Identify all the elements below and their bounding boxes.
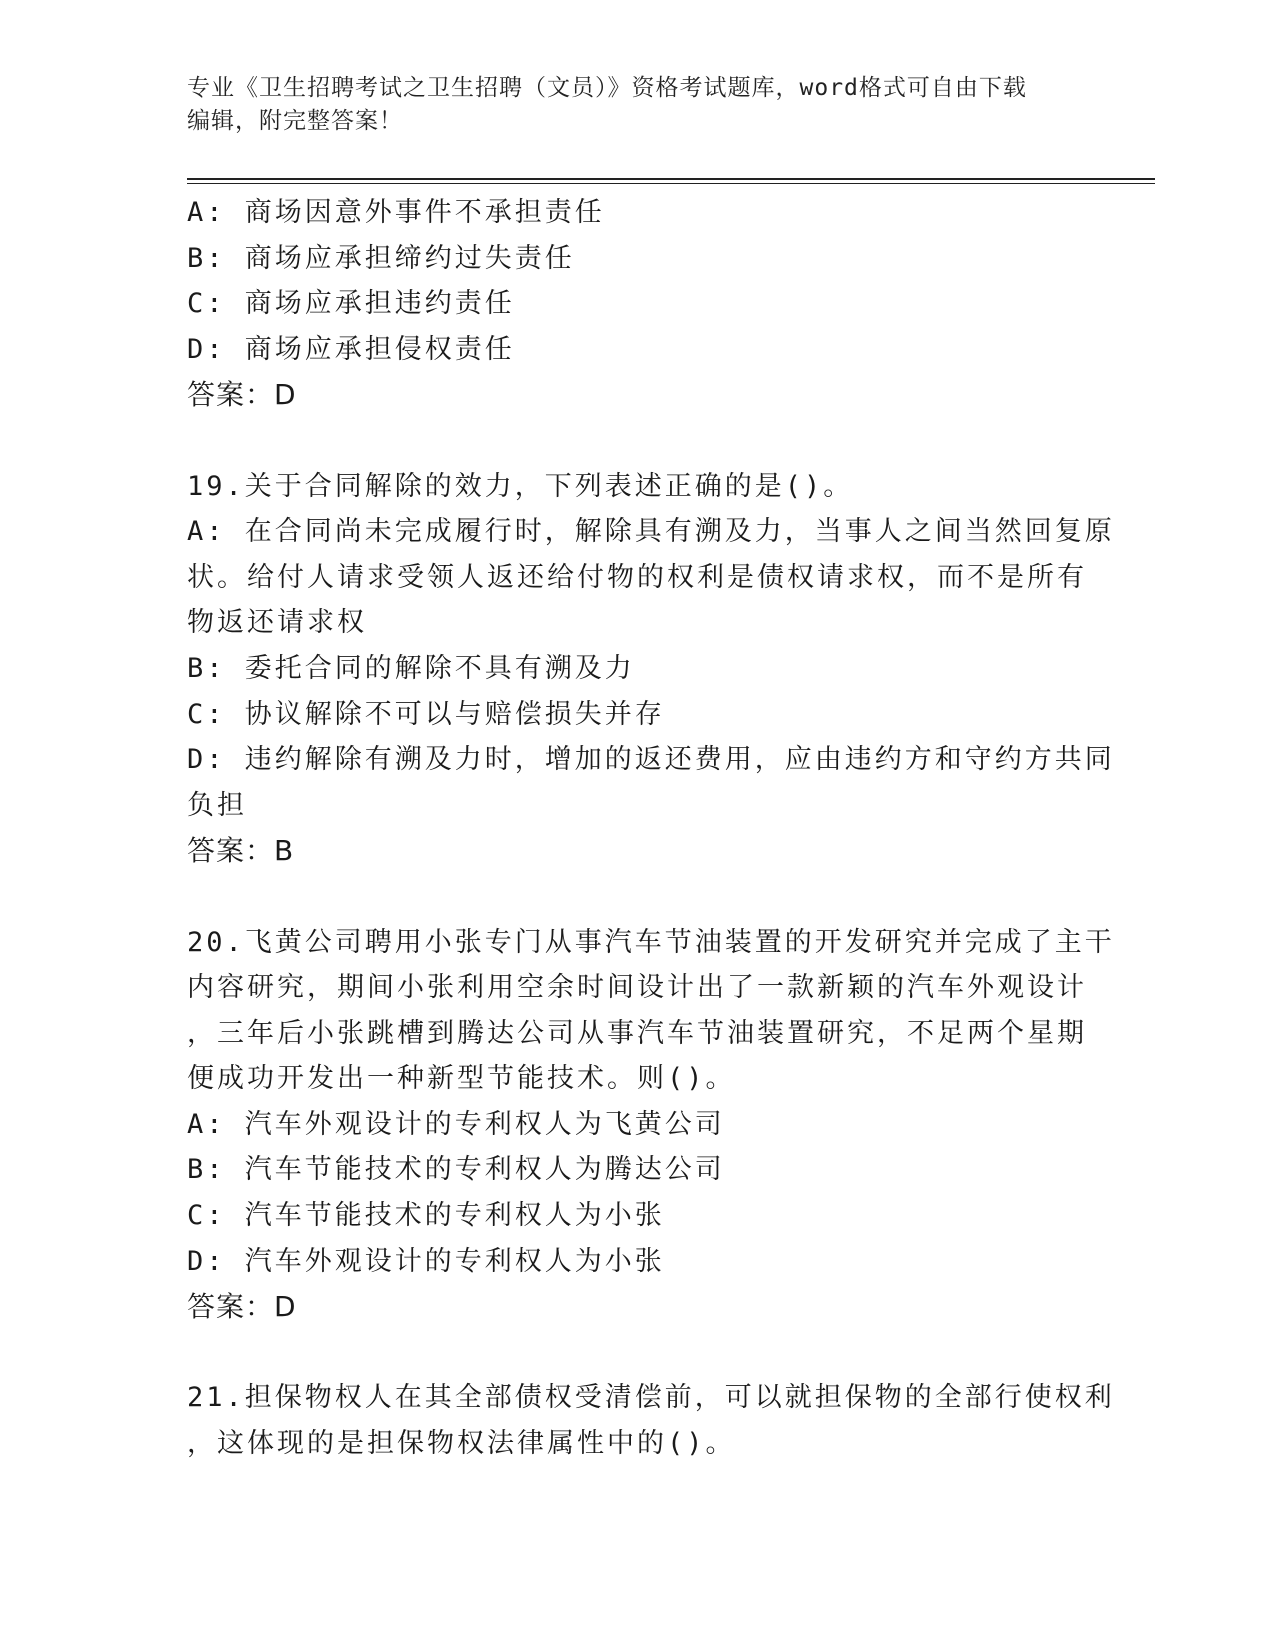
header-line-2: 编辑，附完整答案！ (187, 108, 403, 134)
header-line-1: 专业《卫生招聘考试之卫生招聘（文员）》资格考试题库，word格式可自由下载 (187, 75, 1027, 101)
question-18-block (187, 190, 1087, 418)
question-stem-line-2: ，这体现的是担保物权法律属性中的()。 (187, 1428, 736, 1460)
option-d: D: 商场应承担侵权责任 (187, 333, 515, 365)
option-a-line-2: 状。给付人请求受领人返还给付物的权利是债权请求权，而不是所有 (187, 561, 1087, 593)
option-c: C: 商场应承担违约责任 (187, 288, 515, 320)
answer-label: 答案：D (187, 378, 297, 412)
question-stem-line-4: 便成功开发出一种新型节能技术。则()。 (187, 1063, 736, 1095)
option-a-line-1: A: 在合同尚未完成履行时，解除具有溯及力，当事人之间当然回复原 (187, 516, 1115, 548)
question-stem-line-1: 20.飞黄公司聘用小张专门从事汽车节油装置的开发研究并完成了主干 (187, 926, 1115, 958)
option-d-line-1: D: 违约解除有溯及力时，增加的返还费用，应由违约方和守约方共同 (187, 744, 1115, 776)
header-divider-thick (187, 178, 1155, 180)
question-19-block (187, 464, 1115, 874)
option-b: B: 汽车节能技术的专利权人为腾达公司 (187, 1154, 725, 1186)
spacer (187, 418, 1087, 464)
question-20-block (187, 920, 1115, 1330)
option-d: D: 汽车外观设计的专利权人为小张 (187, 1245, 665, 1277)
spacer (187, 874, 1087, 920)
option-c: C: 汽车节能技术的专利权人为小张 (187, 1200, 665, 1232)
question-stem-line-3: ，三年后小张跳槽到腾达公司从事汽车节油装置研究，不足两个星期 (187, 1017, 1087, 1049)
answer-label: 答案：D (187, 1290, 297, 1324)
header-divider-thin (187, 183, 1155, 184)
question-21-block (187, 1375, 1115, 1466)
option-b: B: 委托合同的解除不具有溯及力 (187, 652, 635, 684)
question-stem-line-2: 内容研究，期间小张利用空余时间设计出了一款新颖的汽车外观设计 (187, 972, 1087, 1004)
option-c: C: 协议解除不可以与赔偿损失并存 (187, 698, 665, 730)
document-header (187, 72, 1087, 138)
option-a-line-3: 物返还请求权 (187, 607, 367, 639)
answer-label: 答案：B (187, 834, 295, 868)
option-d-line-2: 负担 (187, 789, 247, 821)
option-a: A: 商场因意外事件不承担责任 (187, 197, 605, 228)
question-stem: 19.关于合同解除的效力，下列表述正确的是()。 (187, 470, 854, 502)
question-stem-line-1: 21.担保物权人在其全部债权受清偿前，可以就担保物的全部行使权利 (187, 1382, 1115, 1414)
option-a: A: 汽车外观设计的专利权人为飞黄公司 (187, 1108, 725, 1140)
question-list (187, 190, 1115, 1467)
spacer (187, 1330, 1087, 1376)
option-b: B: 商场应承担缔约过失责任 (187, 242, 575, 274)
